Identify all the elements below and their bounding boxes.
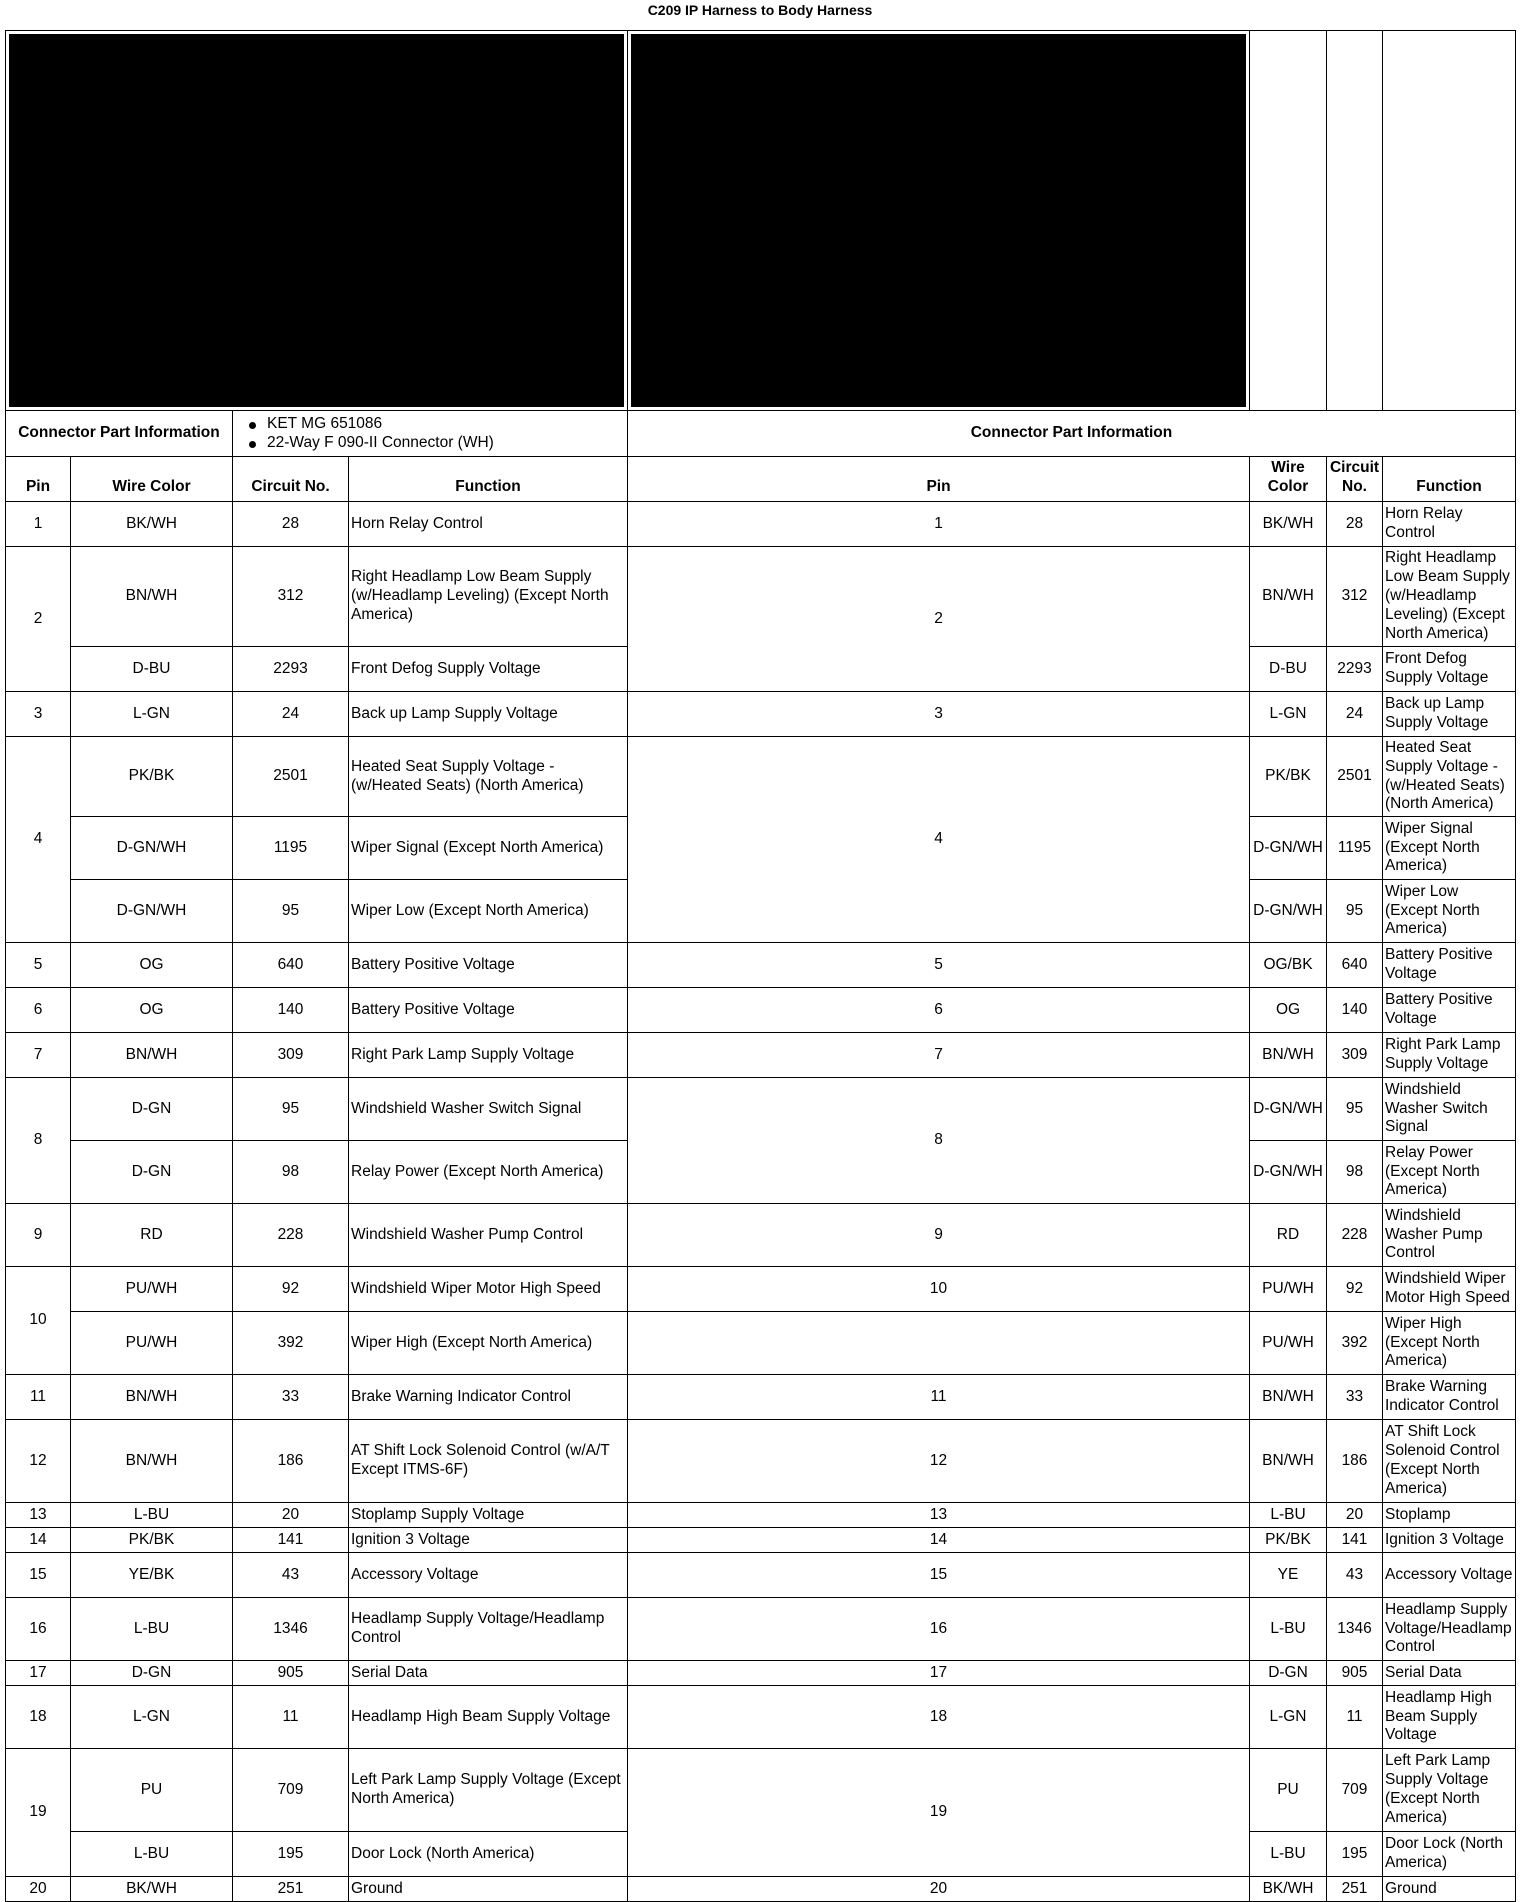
circuit-number-right: 640 xyxy=(1327,943,1383,988)
wire-color: BN/WH xyxy=(71,1375,233,1420)
function-description-right: Horn Relay Control xyxy=(1383,502,1516,547)
circuit-number: 640 xyxy=(233,943,349,988)
header-function-right: Function xyxy=(1383,457,1516,502)
function-description-right: Battery Positive Voltage xyxy=(1383,943,1516,988)
wire-color: L-BU xyxy=(71,1503,233,1528)
circuit-number: 228 xyxy=(233,1204,349,1267)
function-description: Stoplamp Supply Voltage xyxy=(349,1503,628,1528)
circuit-number-right: 140 xyxy=(1327,988,1383,1033)
pin-number: 9 xyxy=(6,1204,71,1267)
function-description: Left Park Lamp Supply Voltage (Except North America) xyxy=(349,1749,628,1832)
circuit-number-right: 195 xyxy=(1327,1832,1383,1877)
circuit-number-right: 1195 xyxy=(1327,817,1383,880)
circuit-number-right: 95 xyxy=(1327,880,1383,943)
pin-number: 11 xyxy=(6,1375,71,1420)
wire-color-right: PU xyxy=(1250,1749,1327,1832)
circuit-number-right: 905 xyxy=(1327,1661,1383,1686)
table-row xyxy=(6,1598,1516,1661)
pin-number-right: 8 xyxy=(628,1078,1250,1204)
function-description-right: Serial Data xyxy=(1383,1661,1516,1686)
wire-color: PK/BK xyxy=(71,737,233,817)
table-row xyxy=(6,988,1516,1033)
pin-number: 16 xyxy=(6,1598,71,1661)
header-pin-right: Pin xyxy=(628,457,1250,502)
pin-number: 10 xyxy=(6,1267,71,1375)
wire-color-right: BK/WH xyxy=(1250,502,1327,547)
wire-color: BN/WH xyxy=(71,1420,233,1503)
function-description: Horn Relay Control xyxy=(349,502,628,547)
function-description: Ground xyxy=(349,1877,628,1902)
pin-number-right: 9 xyxy=(628,1204,1250,1267)
function-description: Headlamp Supply Voltage/Headlamp Control xyxy=(349,1598,628,1661)
wire-color: PK/BK xyxy=(71,1528,233,1553)
function-description-right: Front Defog Supply Voltage xyxy=(1383,647,1516,692)
wire-color: L-GN xyxy=(71,1686,233,1749)
circuit-number-right: 141 xyxy=(1327,1528,1383,1553)
wire-color: L-GN xyxy=(71,692,233,737)
circuit-number: 11 xyxy=(233,1686,349,1749)
pin-number-right: 13 xyxy=(628,1503,1250,1528)
wire-color-right: BK/WH xyxy=(1250,1877,1327,1902)
wire-color: BN/WH xyxy=(71,547,233,647)
wire-color-right: OG xyxy=(1250,988,1327,1033)
circuit-number-right: 95 xyxy=(1327,1078,1383,1141)
pin-number: 5 xyxy=(6,943,71,988)
function-description-right: AT Shift Lock Solenoid Control (Except North America) xyxy=(1383,1420,1516,1503)
connector-info-row xyxy=(6,411,1516,457)
function-description: Wiper Signal (Except North America) xyxy=(349,817,628,880)
function-description: Front Defog Supply Voltage xyxy=(349,647,628,692)
wire-color: BK/WH xyxy=(71,1877,233,1902)
function-description-right: Headlamp Supply Voltage/Headlamp Control xyxy=(1383,1598,1516,1661)
function-description-right: Door Lock (North America) xyxy=(1383,1832,1516,1877)
header-wire-color: Wire Color xyxy=(71,457,233,502)
connector-part-info-label: Connector Part Information xyxy=(6,411,233,457)
wire-color: PU/WH xyxy=(71,1312,233,1375)
function-description: Accessory Voltage xyxy=(349,1553,628,1598)
table-row xyxy=(6,1877,1516,1902)
column-header-row xyxy=(6,457,1516,502)
table-row xyxy=(6,1420,1516,1503)
circuit-number-right: 228 xyxy=(1327,1204,1383,1267)
function-description: Right Park Lamp Supply Voltage xyxy=(349,1033,628,1078)
function-description-right: Headlamp High Beam Supply Voltage xyxy=(1383,1686,1516,1749)
pin-number: 3 xyxy=(6,692,71,737)
connector-part-info-label-right: Connector Part Information xyxy=(628,411,1516,457)
function-description-right: Stoplamp xyxy=(1383,1503,1516,1528)
circuit-number-right: 309 xyxy=(1327,1033,1383,1078)
table-row xyxy=(6,1375,1516,1420)
wire-color-right: D-GN xyxy=(1250,1661,1327,1686)
pin-number-right: 20 xyxy=(628,1877,1250,1902)
circuit-number: 709 xyxy=(233,1749,349,1832)
function-description-right: Wiper Low (Except North America) xyxy=(1383,880,1516,943)
function-description-right: Right Park Lamp Supply Voltage xyxy=(1383,1033,1516,1078)
pin-number: 6 xyxy=(6,988,71,1033)
circuit-number: 98 xyxy=(233,1141,349,1204)
pin-number: 15 xyxy=(6,1553,71,1598)
circuit-number: 95 xyxy=(233,1078,349,1141)
circuit-number: 1346 xyxy=(233,1598,349,1661)
function-description-right: Back up Lamp Supply Voltage xyxy=(1383,692,1516,737)
wire-color-right: L-BU xyxy=(1250,1832,1327,1877)
function-description-right: Battery Positive Voltage xyxy=(1383,988,1516,1033)
circuit-number-right: 28 xyxy=(1327,502,1383,547)
pin-number-right: 16 xyxy=(628,1598,1250,1661)
wire-color: D-GN/WH xyxy=(71,880,233,943)
wire-color: D-GN xyxy=(71,1661,233,1686)
wire-color-right: D-BU xyxy=(1250,647,1327,692)
wire-color: D-GN xyxy=(71,1141,233,1204)
circuit-number-right: 2501 xyxy=(1327,737,1383,817)
wire-color-right: D-GN/WH xyxy=(1250,1078,1327,1141)
pin-number: 14 xyxy=(6,1528,71,1553)
connector-type: 22-Way F 090-II Connector (WH) xyxy=(247,434,625,453)
wire-color: L-BU xyxy=(71,1832,233,1877)
pin-number-right: 5 xyxy=(628,943,1250,988)
circuit-number: 312 xyxy=(233,547,349,647)
pin-number: 7 xyxy=(6,1033,71,1078)
wire-color-right: L-BU xyxy=(1250,1598,1327,1661)
function-description-right: Heated Seat Supply Voltage - (w/Heated Seats) (North America) xyxy=(1383,737,1516,817)
circuit-number-right: 392 xyxy=(1327,1312,1383,1375)
wire-color-right: BN/WH xyxy=(1250,1420,1327,1503)
circuit-number: 392 xyxy=(233,1312,349,1375)
function-description: Right Headlamp Low Beam Supply (w/Headlamp Leveling) (Except North America) xyxy=(349,547,628,647)
pin-number-right: 18 xyxy=(628,1686,1250,1749)
function-description-right: Wiper High (Except North America) xyxy=(1383,1312,1516,1375)
function-description: Serial Data xyxy=(349,1661,628,1686)
table-row xyxy=(6,1749,1516,1832)
function-description-right: Right Headlamp Low Beam Supply (w/Headlamp Leveling) (Except North America) xyxy=(1383,547,1516,647)
pin-number-right: 11 xyxy=(628,1375,1250,1420)
wire-color: OG xyxy=(71,988,233,1033)
table-row xyxy=(6,502,1516,547)
table-row xyxy=(6,1267,1516,1312)
table-row xyxy=(6,1553,1516,1598)
header-wire-color-right: Wire Color xyxy=(1250,457,1327,502)
circuit-number: 195 xyxy=(233,1832,349,1877)
wire-color-right: BN/WH xyxy=(1250,1033,1327,1078)
circuit-number: 251 xyxy=(233,1877,349,1902)
circuit-number-right: 186 xyxy=(1327,1420,1383,1503)
function-description-right: Relay Power (Except North America) xyxy=(1383,1141,1516,1204)
circuit-number-right: 251 xyxy=(1327,1877,1383,1902)
connector-image-row xyxy=(6,31,1516,411)
function-description: Wiper High (Except North America) xyxy=(349,1312,628,1375)
function-description-right: Ignition 3 Voltage xyxy=(1383,1528,1516,1553)
function-description-right: Wiper Signal (Except North America) xyxy=(1383,817,1516,880)
circuit-number-right: 43 xyxy=(1327,1553,1383,1598)
circuit-number-right: 98 xyxy=(1327,1141,1383,1204)
pin-number-right: 17 xyxy=(628,1661,1250,1686)
function-description-right: Windshield Washer Switch Signal xyxy=(1383,1078,1516,1141)
pin-number-right: 14 xyxy=(628,1528,1250,1553)
wire-color-right: PK/BK xyxy=(1250,737,1327,817)
table-row xyxy=(6,1528,1516,1553)
wire-color-right: BN/WH xyxy=(1250,547,1327,647)
function-description: AT Shift Lock Solenoid Control (w/A/T Except ITMS-6F) xyxy=(349,1420,628,1503)
pin-number: 13 xyxy=(6,1503,71,1528)
pin-number: 2 xyxy=(6,547,71,692)
wire-color-right: OG/BK xyxy=(1250,943,1327,988)
wire-color-right: PU/WH xyxy=(1250,1267,1327,1312)
wire-color: RD xyxy=(71,1204,233,1267)
function-description: Heated Seat Supply Voltage - (w/Heated Seats) (North America) xyxy=(349,737,628,817)
pin-number-right: 1 xyxy=(628,502,1250,547)
circuit-number: 186 xyxy=(233,1420,349,1503)
circuit-number-right: 11 xyxy=(1327,1686,1383,1749)
wire-color: BK/WH xyxy=(71,502,233,547)
function-description-right: Windshield Wiper Motor High Speed xyxy=(1383,1267,1516,1312)
circuit-number: 95 xyxy=(233,880,349,943)
table-row xyxy=(6,1686,1516,1749)
function-description: Wiper Low (Except North America) xyxy=(349,880,628,943)
function-description: Ignition 3 Voltage xyxy=(349,1528,628,1553)
circuit-number-right: 709 xyxy=(1327,1749,1383,1832)
circuit-number-right: 2293 xyxy=(1327,647,1383,692)
wire-color-right: YE xyxy=(1250,1553,1327,1598)
pin-number-right: 7 xyxy=(628,1033,1250,1078)
wire-color-right: D-GN/WH xyxy=(1250,880,1327,943)
circuit-number: 141 xyxy=(233,1528,349,1553)
function-description: Windshield Wiper Motor High Speed xyxy=(349,1267,628,1312)
circuit-number: 905 xyxy=(233,1661,349,1686)
circuit-number: 2501 xyxy=(233,737,349,817)
connector-face-image-left xyxy=(6,31,628,411)
wire-color-right: D-GN/WH xyxy=(1250,1141,1327,1204)
wire-color: YE/BK xyxy=(71,1553,233,1598)
table-row xyxy=(6,737,1516,817)
circuit-number: 2293 xyxy=(233,647,349,692)
wire-color-right: L-GN xyxy=(1250,692,1327,737)
wire-color: D-BU xyxy=(71,647,233,692)
function-description: Windshield Washer Pump Control xyxy=(349,1204,628,1267)
pin-number: 4 xyxy=(6,737,71,943)
table-row xyxy=(6,547,1516,647)
table-row xyxy=(6,1503,1516,1528)
table-row xyxy=(6,943,1516,988)
pin-number-right xyxy=(628,1312,1250,1375)
pin-number: 18 xyxy=(6,1686,71,1749)
circuit-number: 1195 xyxy=(233,817,349,880)
pin-number-right: 12 xyxy=(628,1420,1250,1503)
pin-number: 17 xyxy=(6,1661,71,1686)
function-description-right: Brake Warning Indicator Control xyxy=(1383,1375,1516,1420)
table-row xyxy=(6,1312,1516,1375)
function-description: Relay Power (Except North America) xyxy=(349,1141,628,1204)
circuit-number: 24 xyxy=(233,692,349,737)
table-row xyxy=(6,1204,1516,1267)
pin-number-right: 15 xyxy=(628,1553,1250,1598)
function-description: Windshield Washer Switch Signal xyxy=(349,1078,628,1141)
circuit-number: 140 xyxy=(233,988,349,1033)
wire-color-right: RD xyxy=(1250,1204,1327,1267)
function-description: Battery Positive Voltage xyxy=(349,943,628,988)
table-row xyxy=(6,1661,1516,1686)
function-description-right: Left Park Lamp Supply Voltage (Except North America) xyxy=(1383,1749,1516,1832)
function-description: Door Lock (North America) xyxy=(349,1832,628,1877)
circuit-number: 33 xyxy=(233,1375,349,1420)
pin-number-right: 6 xyxy=(628,988,1250,1033)
pin-number: 8 xyxy=(6,1078,71,1204)
connector-face-image-right xyxy=(628,31,1250,411)
circuit-number: 92 xyxy=(233,1267,349,1312)
circuit-number-right: 24 xyxy=(1327,692,1383,737)
pin-number: 12 xyxy=(6,1420,71,1503)
blank-cell xyxy=(1383,31,1516,411)
pin-number: 20 xyxy=(6,1877,71,1902)
wire-color: L-BU xyxy=(71,1598,233,1661)
pin-number-right: 19 xyxy=(628,1749,1250,1877)
table-row xyxy=(6,692,1516,737)
function-description: Back up Lamp Supply Voltage xyxy=(349,692,628,737)
function-description: Headlamp High Beam Supply Voltage xyxy=(349,1686,628,1749)
function-description-right: Ground xyxy=(1383,1877,1516,1902)
blank-cell xyxy=(1327,31,1383,411)
header-function: Function xyxy=(349,457,628,502)
circuit-number-right: 312 xyxy=(1327,547,1383,647)
table-row xyxy=(6,1033,1516,1078)
wire-color-right: BN/WH xyxy=(1250,1375,1327,1420)
wire-color-right: L-GN xyxy=(1250,1686,1327,1749)
blank-cell xyxy=(1250,31,1327,411)
header-circuit-no-right: Circuit No. xyxy=(1327,457,1383,502)
circuit-number: 20 xyxy=(233,1503,349,1528)
part-number: KET MG 651086 xyxy=(247,415,625,434)
circuit-number: 309 xyxy=(233,1033,349,1078)
circuit-number: 43 xyxy=(233,1553,349,1598)
wire-color: PU xyxy=(71,1749,233,1832)
pin-number: 1 xyxy=(6,502,71,547)
pin-number-right: 3 xyxy=(628,692,1250,737)
circuit-number-right: 1346 xyxy=(1327,1598,1383,1661)
wire-color-right: PU/WH xyxy=(1250,1312,1327,1375)
wire-color-right: D-GN/WH xyxy=(1250,817,1327,880)
wire-color: PU/WH xyxy=(71,1267,233,1312)
pin-number: 19 xyxy=(6,1749,71,1877)
function-description-right: Windshield Washer Pump Control xyxy=(1383,1204,1516,1267)
function-description: Brake Warning Indicator Control xyxy=(349,1375,628,1420)
header-circuit-no: Circuit No. xyxy=(233,457,349,502)
wire-color-right: PK/BK xyxy=(1250,1528,1327,1553)
table-row xyxy=(6,1078,1516,1141)
header-pin: Pin xyxy=(6,457,71,502)
circuit-number: 28 xyxy=(233,502,349,547)
wire-color: D-GN xyxy=(71,1078,233,1141)
pin-number-right: 10 xyxy=(628,1267,1250,1312)
page-title: C209 IP Harness to Body Harness xyxy=(647,2,873,18)
pinout-table xyxy=(5,30,1516,1902)
wire-color: D-GN/WH xyxy=(71,817,233,880)
function-description-right: Accessory Voltage xyxy=(1383,1553,1516,1598)
pin-number-right: 4 xyxy=(628,737,1250,943)
function-description: Battery Positive Voltage xyxy=(349,988,628,1033)
circuit-number-right: 20 xyxy=(1327,1503,1383,1528)
circuit-number-right: 33 xyxy=(1327,1375,1383,1420)
pin-number-right: 2 xyxy=(628,547,1250,692)
wire-color: OG xyxy=(71,943,233,988)
wire-color: BN/WH xyxy=(71,1033,233,1078)
connector-part-list xyxy=(233,411,628,457)
circuit-number-right: 92 xyxy=(1327,1267,1383,1312)
wire-color-right: L-BU xyxy=(1250,1503,1327,1528)
